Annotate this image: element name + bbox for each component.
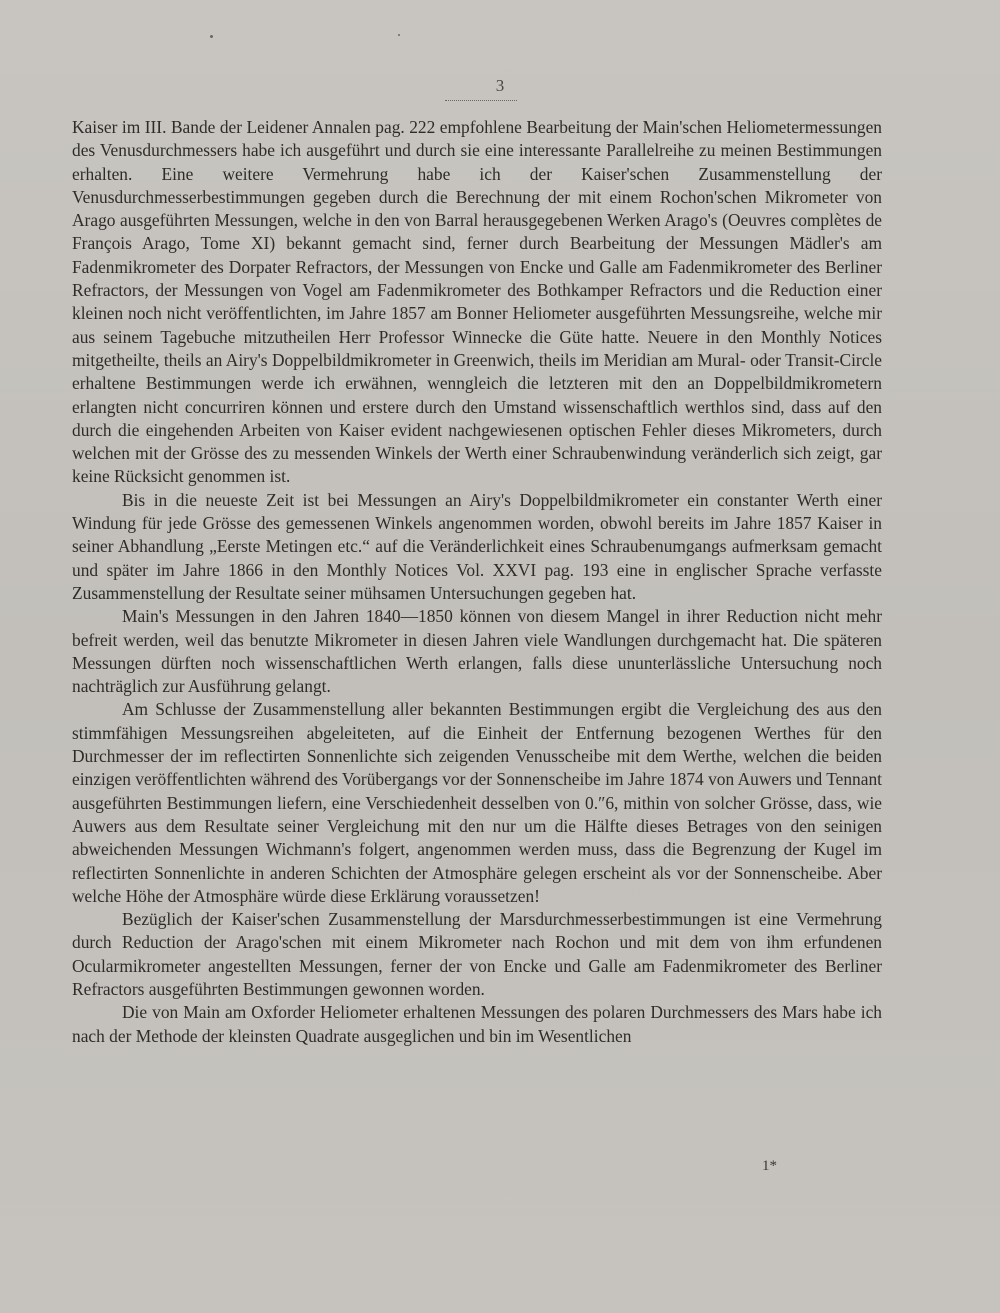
paragraph: Main's Messungen in den Jahren 1840—1850 können von diesem Mangel in ihrer Reduction nicht mehr befreit werden, weil das benutzte Mikrometer in diesen Jahren viele Wandlungen durchgemacht hat. Die späteren Messungen dürften noch wissenschaftlichen Werth erlangen, falls diese ununterlässliche Untersuchung noch nachträglich zur Ausführung gelangt. — [72, 606, 882, 697]
page-number-ornament — [445, 97, 517, 101]
paper-speck — [210, 35, 213, 38]
body-text — [72, 116, 882, 1048]
paragraph: Kaiser im III. Bande der Leidener Annalen pag. 222 empfohlene Bearbeitung der Main'schen Heliometermessungen des Venusdurchmessers habe ich ausgeführt und durch sie eine interessante Parallelreihe zu meinen Bestimmungen erhalten. Eine weitere Vermehrung habe ich der Kaiser'schen Zusammenstellung der Venusdurchmesserbestimmungen gegeben durch die Berechnung der mit einem Rochon'schen Mikrometer von Arago ausgeführten Messungen, welche in den von Barral herausgegebenen Werken Arago's (Oeuvres complètes de François Arago, Tome XI) bekannt gemacht sind, ferner durch Bearbeitung der Messungen Mädler's am Fadenmikrometer des Dorpater Refractors, der Messungen von Encke und Galle am Fadenmikrometer des Berliner Refractors, der Messungen von Vogel am Fadenmikrometer des Bothkamper Refractors und die Reduction einer kleinen noch nicht veröffentlichten, im Jahre 1857 am Bonner Heliometer ausgeführten Messungsreihe, welche mir aus seinem Tagebuche mitzutheilen Herr Professor Winnecke die Güte hatte. Neuere in den Monthly Notices mitgetheilte, theils an Airy's Doppelbildmikrometer in Greenwich, theils im Meridian am Mural- oder Transit-Circle erhaltene Bestimmungen werde ich erwähnen, wenngleich die letzteren mit den an Doppelbildmikrometern erlangten nicht concurriren können und erstere durch den Umstand wissenschaftlich werthlos sind, dass auf den durch die eingehenden Arbeiten von Kaiser evident nachgewiesenen optischen Fehler dieses Mikrometers, durch welchen mit der Grösse des zu messenden Winkels der Werth einer Schraubenwindung veränderlich sich zeigt, gar keine Rücksicht genommen ist. — [72, 117, 882, 487]
paragraph: Die von Main am Oxforder Heliometer erhaltenen Messungen des polaren Durchmessers des Mars habe ich nach der Methode der kleinsten Quadrate ausgeglichen und bin im Wesentlichen — [72, 1002, 882, 1046]
page-number: 3 — [495, 76, 505, 95]
signature-mark: 1* — [762, 1158, 777, 1174]
paragraph: Am Schlusse der Zusammenstellung aller bekannten Bestimmungen ergibt die Vergleichung des aus den stimmfähigen Messungsreihen abgeleiteten, auf die Einheit der Entfernung bezogenen Werthes für den Durchmesser der im reflectirten Sonnenlichte sich zeigenden Venusscheibe mit dem Werthe, welchen die beiden einzigen veröffentlichten während des Vorübergangs vor der Sonnenscheibe im Jahre 1874 von Auwers und Tennant ausgeführten Bestimmungen liefern, eine Verschiedenheit desselben von 0.″6, mithin von solcher Grösse, dass, wie Auwers aus dem Resultate seiner Vergleichung mit den nur um die Hälfte dieses Betrages von den seinigen abweichenden Messungen Wichmann's folgert, angenommen werden muss, dass die Begrenzung der Kugel im reflectirten Sonnenlichte in anderen Schichten der Atmosphäre gelegen erscheint als vor der Sonnenscheibe. Aber welche Höhe der Atmosphäre würde diese Erklärung voraussetzen! — [72, 699, 882, 906]
paragraph: Bis in die neueste Zeit ist bei Messungen an Airy's Doppelbildmikrometer ein constanter Werth einer Windung für jede Grösse des gemessenen Winkels angenommen worden, obwohl bereits im Jahre 1857 Kaiser in seiner Abhandlung „Eerste Metingen etc.“ auf die Veränderlichkeit eines Schraubenumgangs aufmerksam gemacht und später im Jahre 1866 in den Monthly Notices Vol. XXVI pag. 193 eine in englischer Sprache verfasste Zusammenstellung der Resultate seiner mühsamen Untersuchungen gegeben hat. — [72, 489, 882, 603]
paper-speck — [398, 34, 400, 36]
paragraph: Bezüglich der Kaiser'schen Zusammenstellung der Marsdurchmesserbestimmungen ist eine Vermehrung durch Reduction der Arago'schen mit einem Mikrometer nach Rochon und mit dem von ihm erfundenen Ocularmikrometer angestellten Messungen, ferner der von Encke und Galle am Fadenmikrometer des Berliner Refractors ausgeführten Bestimmungen gewonnen worden. — [72, 909, 882, 999]
